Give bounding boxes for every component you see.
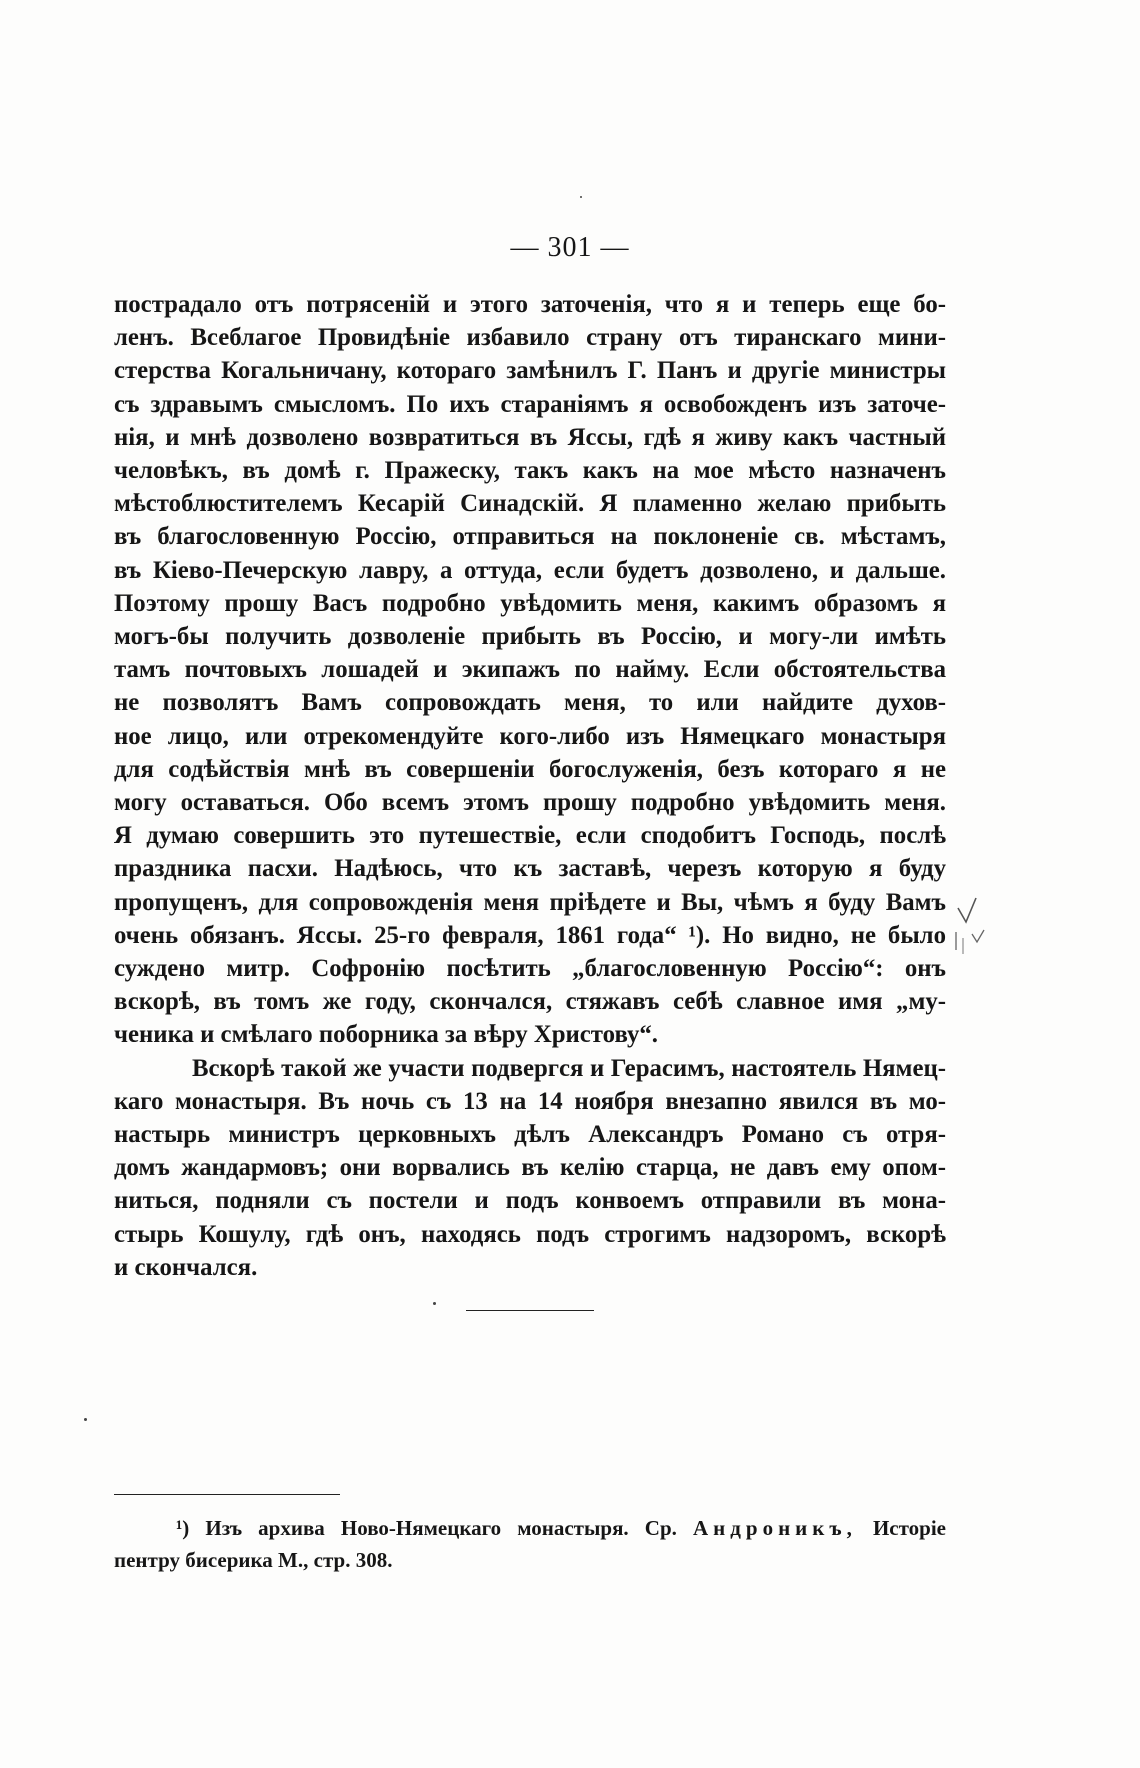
text-line: человѣкъ, въ домѣ г. Пражеску, такъ какъ на мое мѣсто назначенъ [114,457,946,485]
text-line: тамъ почтовыхъ лошадей и экипажъ по найму. Если обстоятельства [114,656,946,684]
text-line: нія, и мнѣ дозволено возвратиться въ Яссы, гдѣ я живу какъ частный [114,423,946,451]
paragraph-line: домъ жандармовъ; они ворвались въ келію старца, не давъ ему опом- [114,1154,946,1182]
paragraph-line: стырь Кошулу, гдѣ онъ, находясь подъ строгимъ надзоромъ, вскорѣ [114,1220,946,1248]
paragraph-line: каго монастыря. Въ ночь съ 13 на 14 ноября внезапно явился въ мо- [114,1087,946,1115]
text-line: могъ-бы получить дозволеніе прибыть въ Россію, и могу-ли имѣть [114,623,946,651]
ink-speck [84,1418,87,1421]
section-separator [466,1310,594,1311]
text-line: стерства Когальничану, котораго замѣнилъ Г. Панъ и другіе министры [114,357,946,385]
text-line: ное лицо, или отрекомендуйте кого-либо изъ Нямецкаго монастыря [114,722,946,750]
text-line: ченика и смѣлаго поборника за вѣру Христову“. [114,1021,658,1049]
text-line: Я думаю совершить это путешествіе, если сподобитъ Господь, послѣ [114,822,946,850]
page-number: — 301 — [510,232,630,263]
paragraph-line: Вскорѣ такой же участи подвергся и Герасимъ, настоятель Нямец- [192,1054,946,1082]
text-line: ленъ. Всеблагое Провидѣніе избавило страну отъ тиранскаго мини- [114,324,946,352]
text-line: Поэтому прошу Васъ подробно увѣдомить меня, какимъ образомъ я [114,589,946,617]
main-text [114,288,946,1284]
paragraph-line: настырь министръ церковныхъ дѣлъ Александръ Романо съ отря- [114,1121,946,1149]
margin-checkmark-icon [950,890,1010,1010]
text-line: съ здравымъ смысломъ. По ихъ стараніямъ я освобожденъ изъ заточе- [114,390,946,418]
text-line: для содѣйствія мнѣ въ совершеніи богослуженія, безъ котораго я не [114,755,946,783]
text-line: пропущенъ, для сопровожденія меня пріѣдете и Вы, чѣмъ я буду Вамъ [114,888,946,916]
paragraph-line: ниться, подняли съ постели и подъ конвоемъ отправили въ мона- [114,1187,946,1215]
text-line: могу оставаться. Обо всемъ этомъ прошу подробно увѣдомить меня. [114,789,946,817]
footnote [114,1512,946,1576]
footnote-line: пентру бисерика М., стр. 308. [114,1548,393,1572]
footnote-rule [114,1494,340,1495]
text-line: въ Кіево-Печерскую лавру, а оттуда, если будетъ дозволено, и дальше. [114,556,946,584]
ink-speck [433,1302,436,1305]
paragraph-line: и скончался. [114,1253,258,1281]
footnote-marker: ¹) [176,1516,190,1540]
text-line: въ благословенную Россію, отправиться на поклоненіе св. мѣстамъ, [114,523,946,551]
text-line: вскорѣ, въ томъ же году, скончался, стяжавъ себѣ славное имя „му- [114,988,946,1016]
text-line: праздника пасхи. Надѣюсь, что къ заставѣ, черезъ которую я буду [114,855,946,883]
text-line: не позволятъ Вамъ сопровождать меня, то или найдите духов- [114,689,946,717]
footnote-author: Андроникъ, [693,1516,857,1540]
text-line: очень обязанъ. Яссы. 25-го февраля, 1861 года“ ¹). Но видно, не было [114,921,946,949]
text-line: мѣстоблюстителемъ Кесарій Синадскій. Я пламенно желаю прибыть [114,490,946,518]
ink-speck [580,196,582,198]
text-line: суждено митр. Софронію посѣтить „благословенную Россію“: онъ [114,955,946,983]
footnote-text: Изъ архива Ново-Нямецкаго монастыря. Ср. [205,1516,677,1540]
footnote-title: Исторіе [872,1516,946,1540]
footnote-line [114,1512,946,1544]
text-line: пострадало отъ потрясеній и этого заточенія, что я и теперь еще бо- [114,291,946,318]
